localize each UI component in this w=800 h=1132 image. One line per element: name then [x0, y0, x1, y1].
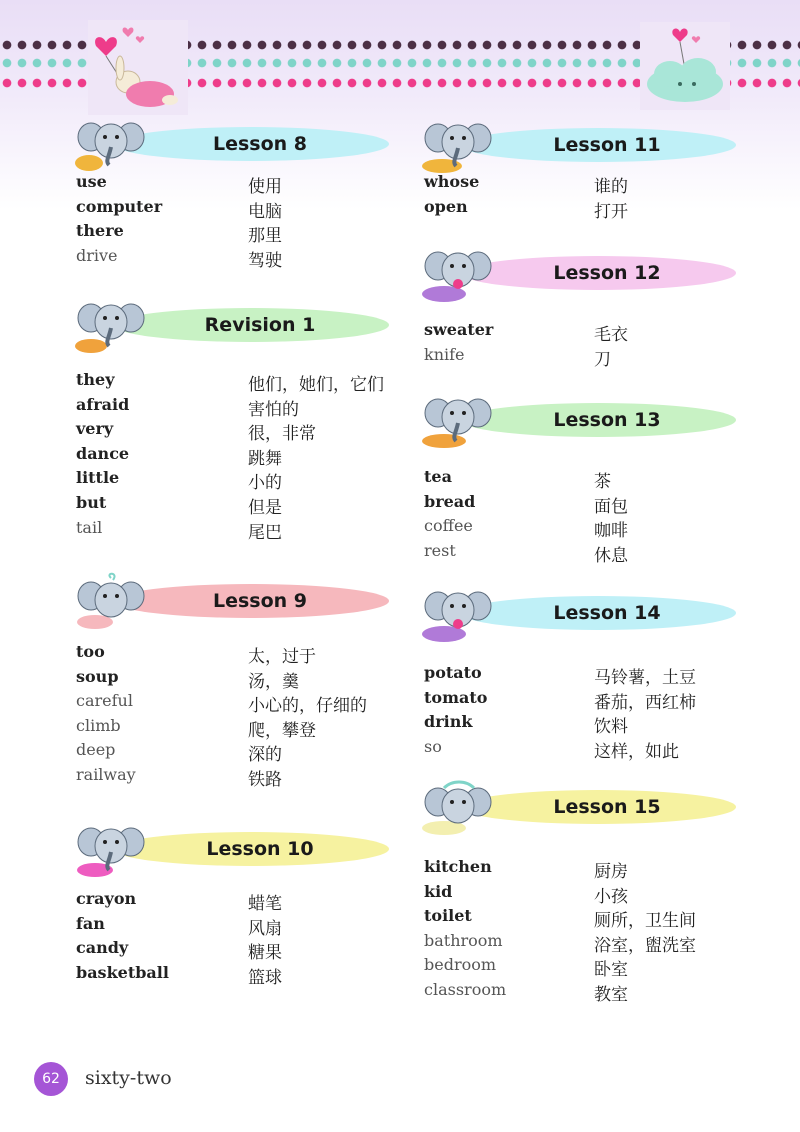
english-word: drink [424, 712, 473, 732]
chinese-meaning: 马铃薯，土豆 [594, 668, 696, 688]
english-word: tail [76, 517, 103, 537]
lesson-title: Lesson 8 [212, 133, 308, 155]
english-word: afraid [76, 394, 130, 414]
chinese-meaning: 刀 [594, 349, 611, 370]
lesson-title: Lesson 12 [553, 262, 661, 284]
chinese-meaning: 但是 [248, 497, 282, 518]
chinese-meaning: 这样，如此 [594, 741, 679, 762]
chinese-meaning: 篮球 [248, 967, 282, 988]
english-word: fan [76, 913, 105, 933]
english-word: open [424, 196, 468, 216]
english-word: candy [76, 938, 129, 958]
chinese-meaning: 很，非常 [248, 424, 316, 445]
lesson-title: Lesson 10 [206, 838, 314, 860]
lesson-title: Revision 1 [204, 314, 316, 336]
english-word: coffee [424, 516, 473, 536]
revision-1-banner [75, 296, 395, 356]
section-lesson-11 [422, 116, 742, 176]
chinese-meaning: 铁路 [248, 769, 282, 790]
english-word: climb [76, 715, 121, 735]
section-revision-1 [75, 296, 395, 356]
english-word: knife [424, 344, 465, 364]
chinese-meaning: 休息 [594, 545, 628, 566]
english-word: use [76, 172, 107, 191]
english-word: tomato [424, 687, 488, 707]
english-word: whose [424, 172, 480, 191]
english-word: dance [76, 443, 130, 463]
lesson-9-banner [75, 572, 395, 632]
chinese-meaning: 深的 [248, 745, 282, 766]
english-word: drive [76, 245, 118, 265]
chinese-meaning: 番茄，西红柿 [594, 692, 696, 713]
chinese-meaning: 小的 [248, 473, 282, 494]
page-number-badge: 62 [34, 1062, 68, 1096]
chinese-meaning: 毛衣 [594, 325, 628, 345]
lesson-title: Lesson 11 [553, 134, 661, 156]
lesson-14-banner [422, 584, 742, 644]
chinese-meaning: 卧室 [594, 960, 628, 981]
chinese-meaning: 糖果 [248, 943, 282, 964]
chinese-meaning: 饮料 [594, 717, 628, 738]
english-word: bedroom [424, 955, 497, 975]
section-lesson-9 [75, 572, 395, 632]
chinese-meaning: 打开 [594, 201, 628, 222]
lesson-11-banner [422, 116, 742, 176]
english-word: computer [76, 196, 163, 216]
english-word: so [424, 736, 442, 756]
english-word: railway [76, 764, 136, 784]
bunny-balloon-illustration [88, 20, 188, 115]
lesson-title: Lesson 15 [553, 796, 661, 818]
english-word: kid [424, 881, 453, 901]
chinese-meaning: 驾驶 [248, 250, 282, 271]
chinese-meaning: 小孩 [594, 886, 628, 907]
english-word: there [76, 221, 124, 241]
lesson-13-banner [422, 391, 742, 451]
lesson-title: Lesson 13 [553, 409, 661, 431]
chinese-meaning: 尾巴 [248, 522, 282, 543]
chinese-meaning: 电脑 [248, 201, 282, 222]
english-word: little [76, 468, 120, 488]
chinese-meaning: 教室 [594, 984, 628, 1005]
english-word: kitchen [424, 857, 492, 876]
lesson-title: Lesson 9 [212, 590, 308, 612]
section-lesson-8 [75, 115, 395, 175]
section-lesson-13 [422, 391, 742, 451]
lesson-15-banner [422, 778, 742, 838]
chinese-meaning: 厨房 [594, 862, 628, 882]
chinese-meaning: 小心的，仔细的 [248, 696, 367, 717]
chinese-meaning: 使用 [248, 177, 282, 197]
english-word: toilet [424, 906, 472, 926]
english-word: basketball [76, 962, 169, 982]
chinese-meaning: 风扇 [248, 918, 282, 939]
chinese-meaning: 汤，羹 [248, 671, 299, 692]
chinese-meaning: 那里 [248, 226, 282, 247]
lesson-12-banner [422, 244, 742, 304]
english-word: soup [76, 666, 119, 686]
page-number-word: sixty-two [85, 1067, 172, 1089]
english-word: classroom [424, 979, 507, 999]
chinese-meaning: 茶 [594, 472, 611, 492]
english-word: they [76, 370, 115, 389]
lesson-title: Lesson 14 [553, 602, 661, 624]
english-word: too [76, 642, 105, 661]
english-word: rest [424, 540, 456, 560]
chinese-meaning: 跳舞 [248, 448, 282, 469]
chinese-meaning: 厕所，卫生间 [594, 911, 696, 932]
section-lesson-12 [422, 244, 742, 304]
chinese-meaning: 谁的 [594, 177, 628, 197]
lesson-10-banner [75, 820, 395, 880]
chinese-meaning: 他们，她们，它们 [248, 375, 384, 395]
chinese-meaning: 浴室，盥洗室 [594, 935, 696, 956]
english-word: very [76, 419, 114, 439]
english-word: sweater [424, 320, 494, 339]
english-word: careful [76, 691, 133, 711]
chinese-meaning: 爬，攀登 [248, 720, 316, 741]
chinese-meaning: 害怕的 [248, 399, 299, 420]
chinese-meaning: 蜡笔 [248, 894, 282, 914]
section-lesson-15 [422, 778, 742, 838]
english-word: tea [424, 467, 452, 486]
english-word: deep [76, 740, 116, 760]
english-word: potato [424, 663, 482, 682]
section-lesson-14 [422, 584, 742, 644]
english-word: bread [424, 491, 476, 511]
chinese-meaning: 咖啡 [594, 521, 628, 542]
cloud-hearts-illustration [640, 22, 730, 110]
section-lesson-10 [75, 820, 395, 880]
lesson-8-banner [75, 115, 395, 175]
chinese-meaning: 面包 [594, 496, 628, 517]
english-word: but [76, 492, 107, 512]
english-word: crayon [76, 889, 137, 908]
chinese-meaning: 太，过于 [248, 647, 316, 667]
english-word: bathroom [424, 930, 503, 950]
